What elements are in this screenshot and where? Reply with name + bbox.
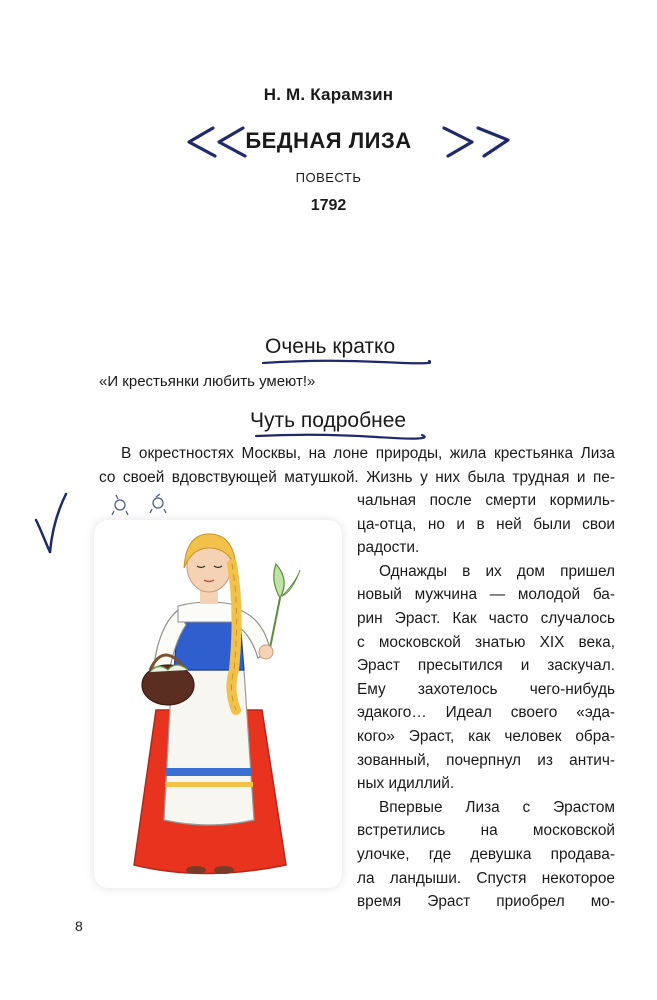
text-line: встретились на московской — [357, 822, 615, 840]
page-number: 8 — [75, 918, 83, 934]
text-line: новый мужчина — молодой ба- — [357, 586, 615, 604]
publication-year: 1792 — [310, 197, 347, 214]
text-line: с московской знатью XIX века, — [357, 633, 615, 651]
text-line: В окрестностях Москвы, на лоне природы, жила крестьянка Лиза — [121, 445, 615, 462]
paragraph-intro — [99, 442, 615, 489]
text-line: Впервые Лиза с Эрастом — [379, 798, 615, 816]
text-line: радости. — [357, 539, 420, 557]
genre-label: ПОВЕСТЬ — [295, 170, 362, 185]
text-line: зованный, почерпнул из антич- — [357, 751, 615, 769]
work-title: БЕДНАЯ ЛИЗА — [245, 128, 412, 153]
illustration-card — [94, 520, 342, 888]
author-name: Н. М. Карамзин — [263, 85, 394, 104]
birds-doodle-icon — [108, 493, 178, 519]
title-block — [0, 122, 657, 162]
text-line: со своей вдовствующей матушкой. Жизнь у них была трудная и пе- — [99, 468, 615, 486]
text-line: Ему захотелось чего-нибудь — [357, 680, 615, 698]
underline-stroke-icon — [261, 357, 431, 367]
underline-stroke-icon — [246, 431, 426, 441]
section-heading-detail — [250, 409, 406, 433]
text-line: ных идиллий. — [357, 775, 455, 793]
short-summary-quote: «И крестьянки любить умеют!» — [99, 373, 316, 390]
text-line: эдакого… Идеал своего «эда- — [357, 704, 615, 722]
text-line: время Эраст приобрел мо- — [357, 893, 615, 911]
paragraph-right-column — [357, 489, 615, 914]
text-line: Эраст пресытился и заскучал. — [357, 657, 615, 675]
text-line: ца-отца, но и в ней были свои — [357, 515, 615, 533]
text-line: ла ландыши. Спустя некоторое — [357, 869, 615, 887]
handwritten-checkmark-icon — [30, 490, 80, 560]
text-line: рин Эраст. Как часто случалось — [357, 609, 615, 627]
section-heading-short — [265, 335, 395, 359]
text-line: чальная после смерти кормиль- — [357, 492, 615, 509]
text-line: улочке, где девушка продава- — [357, 845, 615, 863]
section-heading-detail-text: Чуть подробнее — [250, 409, 407, 432]
section-heading-short-text: Очень кратко — [265, 335, 396, 358]
right-quote-icon — [440, 122, 520, 162]
text-line: Однажды в их дом пришел — [379, 562, 615, 580]
peasant-girl-illustration — [94, 520, 342, 888]
text-line: кого» Эраст, как человек обра- — [357, 727, 615, 745]
